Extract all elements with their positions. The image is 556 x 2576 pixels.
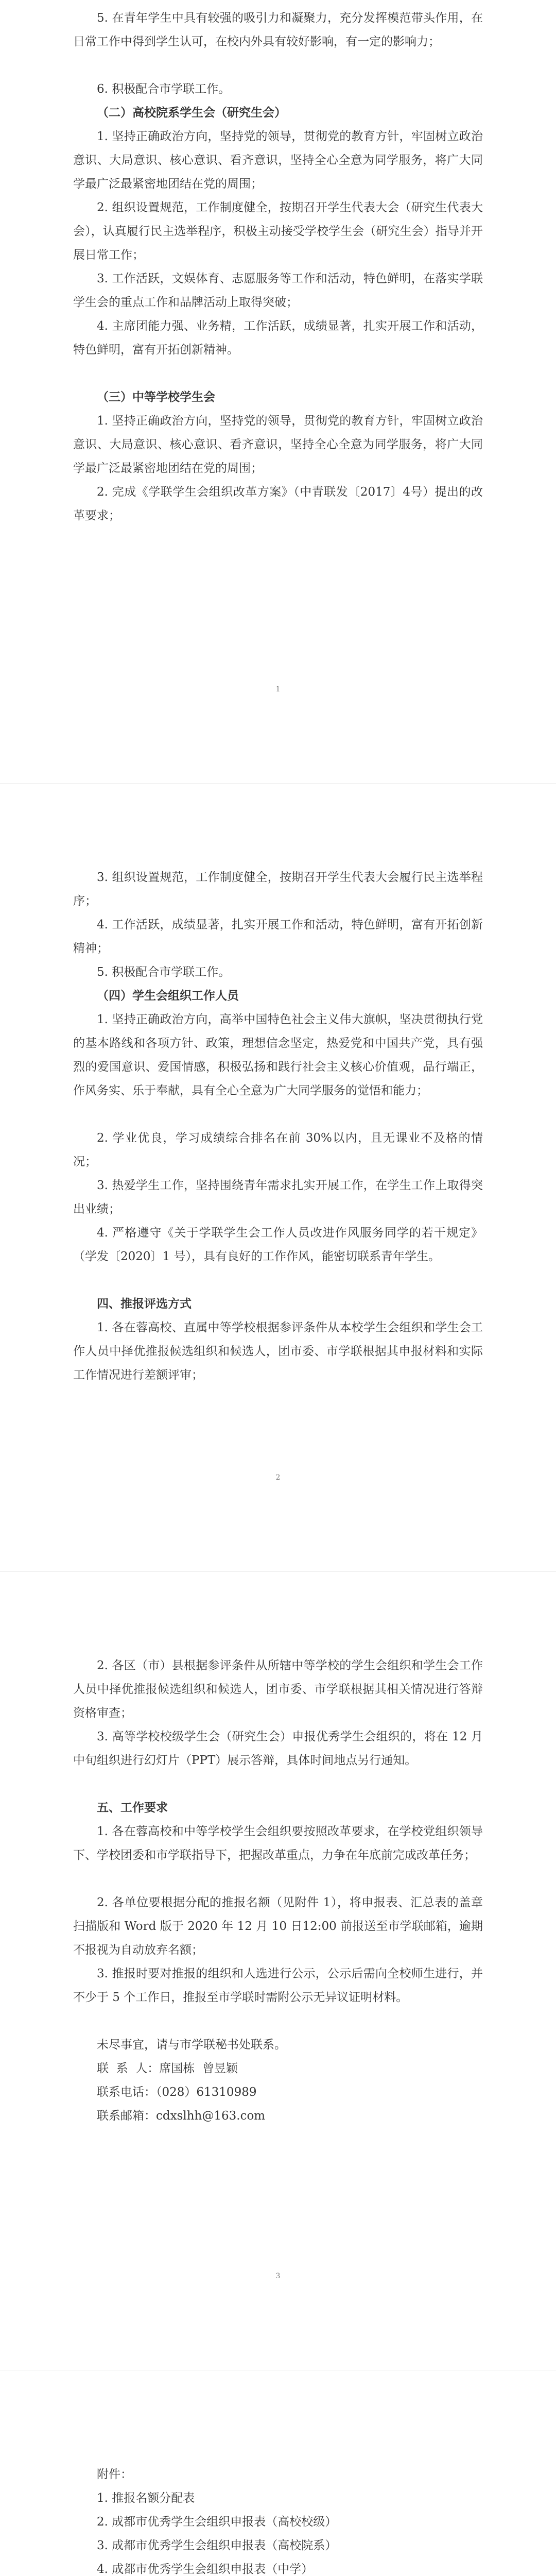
page-divider <box>0 783 556 784</box>
criteria-item-6: 6. 积极配合市学联工作。 <box>97 82 231 96</box>
section-heading-requirements: 五、工作要求 <box>97 1801 168 1815</box>
page-4 <box>0 2375 556 2576</box>
criteria-item-5: 5. 在青年学生中具有较强的吸引力和凝聚力，充分发挥模范带头作用，在日常工作中得到学生认可，在校内外具有较好影响，有一定的影响力； <box>73 11 483 48</box>
page-1 <box>0 0 556 778</box>
section-heading-dept-student-union: （二）高校院系学生会（研究生会） <box>97 106 286 120</box>
selection-method-1: 1. 各在蓉高校、直属中等学校根据参评条件从本校学生会组织和学生会工作人员中择优推报候选组织和候选人，团市委、市学联根据其申报材料和实际工作情况进行差额评审； <box>73 1321 483 1382</box>
attachment-item[interactable]: 4. 成都市优秀学生会组织申报表（中学） <box>97 2563 314 2576</box>
school-criteria-3: 3. 组织设置规范，工作制度健全，按期召开学生代表大会履行民主选举程序； <box>73 871 483 908</box>
staff-criteria-1: 1. 坚持正确政治方向，高举中国特色社会主义伟大旗帜，坚决贯彻执行党的基本路线和各项方针、政策，理想信念坚定，热爱党和中国共产党，具有强烈的爱国意识、爱国情感，积极弘扬和践行社会主义核心价值观，品行端正，作风务实、乐于奉献，具有全心全意为广大同学服务的觉悟和能力； <box>73 1013 483 1097</box>
contact-email[interactable]: 联系邮箱：cdxslhh@163.com <box>97 2109 266 2123</box>
requirement-2: 2. 各单位要根据分配的推报名额（见附件 1），将申报表、汇总表的盖章扫描版和 Word 版于 2020 年 12 月 10 日12:00 前报送至市学联邮箱，逾期不报视为自动放弃名额； <box>73 1896 483 1957</box>
requirement-3: 3. 推报时要对推报的组织和人选进行公示，公示后需向全校师生进行，并不少于 5 个工作日，推报至市学联时需附公示无异议证明材料。 <box>73 1967 483 2004</box>
dept-criteria-4: 4. 主席团能力强、业务精，工作活跃，成绩显著，扎实开展工作和活动，特色鲜明，富有开拓创新精神。 <box>73 319 483 357</box>
school-criteria-1: 1. 坚持正确政治方向，坚持党的领导，贯彻党的教育方针，牢固树立政治意识、大局意识、核心意识、看齐意识，坚持全心全意为同学服务，将广大同学最广泛最紧密地团结在党的周围； <box>73 414 483 475</box>
selection-method-2: 2. 各区（市）县根据参评条件从所辖中等学校的学生会组织和学生会工作人员中择优推报候选组织和候选人，团市委、市学联根据其相关情况进行答辩资格审查； <box>73 1659 483 1720</box>
page-number: 3 <box>275 2272 281 2280</box>
section-heading-secondary-school: （三）中等学校学生会 <box>97 390 215 404</box>
dept-criteria-2: 2. 组织设置规范，工作制度健全，按期召开学生代表大会（研究生代表大会），认真履行民主选举程序，积极主动接受学校学生会（研究生会）指导并开展日常工作； <box>73 201 483 262</box>
contact-phone: 联系电话：（028）61310989 <box>97 2086 257 2099</box>
section-heading-selection-method: 四、推报评选方式 <box>97 1297 192 1311</box>
page-number: 2 <box>275 1473 281 1482</box>
attachment-item[interactable]: 1. 推报名额分配表 <box>97 2492 195 2505</box>
dept-criteria-1: 1. 坚持正确政治方向，坚持党的领导，贯彻党的教育方针，牢固树立政治意识、大局意识、核心意识、看齐意识，坚持全心全意为同学服务，将广大同学最广泛最紧密地团结在党的周围； <box>73 130 483 191</box>
selection-method-3: 3. 高等学校校级学生会（研究生会）申报优秀学生会组织的，将在 12 月中旬组织进行幻灯片（PPT）展示答辩，具体时间地点另行通知。 <box>73 1730 483 1767</box>
section-heading-staff: （四）学生会组织工作人员 <box>97 989 239 1003</box>
page-3 <box>0 1577 556 2365</box>
school-criteria-2: 2. 完成《学联学生会组织改革方案》（中青联发〔2017〕4号）提出的改革要求； <box>73 485 483 522</box>
page-2 <box>0 788 556 1566</box>
dept-criteria-3: 3. 工作活跃，文娱体育、志愿服务等工作和活动，特色鲜明，在落实学联学生会的重点工作和品牌活动上取得突破； <box>73 272 483 309</box>
attachment-item[interactable]: 3. 成都市优秀学生会组织申报表（高校院系） <box>97 2539 337 2552</box>
page-divider <box>0 1571 556 1572</box>
contact-person: 联 系 人：席国栋 曾昱颖 <box>97 2062 238 2075</box>
staff-criteria-2: 2. 学业优良，学习成绩综合排名在前 30%以内，且无课业不及格的情况； <box>73 1131 483 1168</box>
staff-criteria-3: 3. 热爱学生工作，坚持围绕青年需求扎实开展工作，在学生工作上取得突出业绩； <box>73 1179 483 1216</box>
attachments-heading: 附件： <box>97 2468 132 2481</box>
page-number: 1 <box>275 685 281 693</box>
contact-note: 未尽事宜，请与市学联秘书处联系。 <box>97 2038 286 2052</box>
attachment-item[interactable]: 2. 成都市优秀学生会组织申报表（高校校级） <box>97 2515 337 2529</box>
attachments-list <box>97 2486 483 2576</box>
school-criteria-5: 5. 积极配合市学联工作。 <box>97 965 231 979</box>
school-criteria-4: 4. 工作活跃，成绩显著，扎实开展工作和活动，特色鲜明，富有开拓创新精神； <box>73 918 483 955</box>
requirement-1: 1. 各在蓉高校和中等学校学生会组织要按照改革要求，在学校党组织领导下、学校团委和市学联指导下，把握改革重点，力争在年底前完成改革任务； <box>73 1825 483 1862</box>
staff-criteria-4: 4. 严格遵守《关于学联学生会工作人员改进作风服务同学的若干规定》（学发〔2020〕1 号），具有良好的工作作风，能密切联系青年学生。 <box>73 1226 483 1263</box>
